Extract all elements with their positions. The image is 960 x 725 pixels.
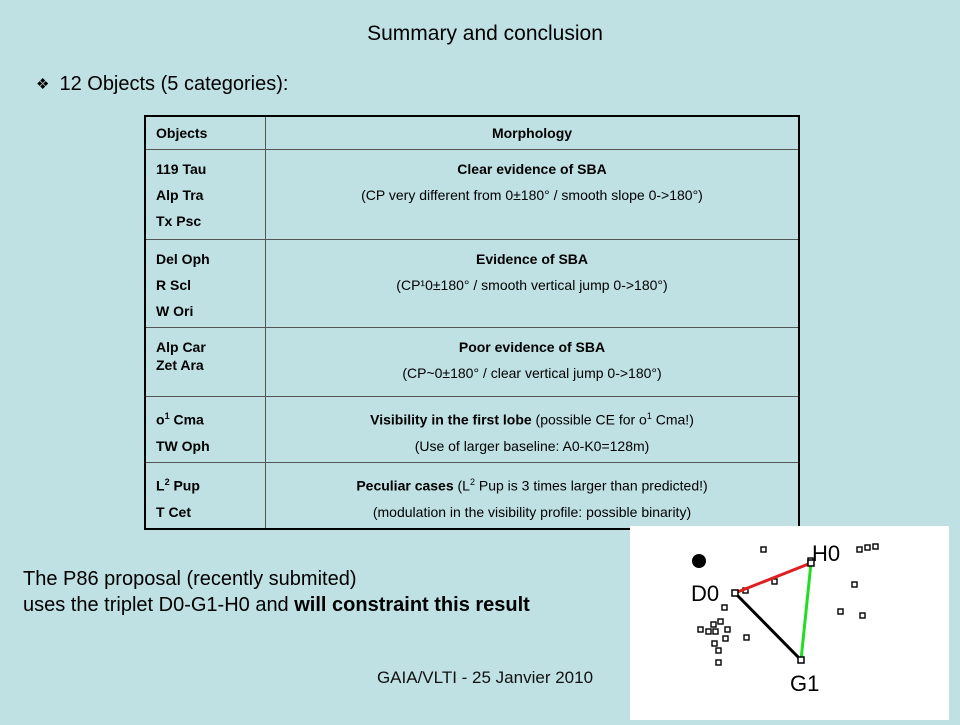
- station-dot: [692, 554, 706, 568]
- station-marker: [838, 609, 843, 614]
- station-marker: [722, 605, 727, 610]
- table-row: [145, 150, 799, 240]
- vlti-station-diagram: [630, 526, 949, 720]
- morphology-detail: (CP~0±180° / clear vertical jump 0->180°): [402, 365, 662, 381]
- morphology-title-line: [267, 403, 797, 433]
- morphology-title: Poor evidence of SBA: [458, 339, 606, 355]
- table-header-row: [145, 116, 799, 150]
- station-marker: [711, 622, 716, 627]
- bullet-text: 12 Objects (5 categories):: [59, 73, 289, 95]
- station-marker: [712, 641, 717, 646]
- station-marker: [698, 627, 703, 632]
- object-name: T Cet: [156, 503, 191, 520]
- station-marker: [852, 582, 857, 587]
- station-marker: [725, 627, 730, 632]
- station-marker: [865, 545, 870, 550]
- morphology-title: Visibility in the first lobe: [370, 411, 532, 428]
- label-d0: D0: [691, 581, 720, 606]
- morphology-note-end: Cma!): [651, 411, 694, 428]
- object-name: Del Oph: [156, 251, 210, 267]
- morphology-note: (L: [453, 477, 470, 494]
- proposal-line-2-plain: uses the triplet D0-G1-H0 and: [23, 594, 295, 616]
- morphology-title: Evidence of SBA: [475, 251, 589, 267]
- label-h0: H0: [812, 541, 841, 566]
- objects-table: [144, 115, 800, 530]
- bullet-objects: [36, 73, 288, 96]
- proposal-line-1: The P86 proposal (recently submited): [23, 568, 357, 590]
- objects-cell: [145, 150, 266, 240]
- objects-cell: [145, 240, 266, 328]
- proposal-line-2: [23, 592, 530, 618]
- morphology-title: Peculiar cases: [356, 477, 454, 494]
- object-superscript: 1: [164, 411, 170, 421]
- label-g1: G1: [790, 671, 820, 696]
- morphology-cell: [266, 463, 800, 530]
- station-marker: [772, 579, 777, 584]
- morphology-note-end: Pup is 3 times larger than predicted!): [474, 477, 708, 494]
- proposal-line-2-bold: will constraint this result: [294, 594, 530, 616]
- object-name: Alp Car: [156, 339, 206, 355]
- objects-cell: [145, 328, 266, 397]
- station-marker: [716, 660, 721, 665]
- object-prefix: o: [156, 411, 165, 428]
- morphology-detail: (CP very different from 0±180° / smooth slope 0->180°): [361, 187, 703, 203]
- object-name: 119 Tau: [156, 161, 207, 177]
- table-row: [145, 397, 799, 463]
- morphology-detail: (CP¹0±180° / smooth vertical jump 0->180°): [396, 277, 668, 293]
- object-name: [156, 469, 265, 499]
- note-superscript: 1: [646, 411, 652, 421]
- station-marker: [857, 547, 862, 552]
- station-marker: [713, 629, 718, 634]
- diamond-bullet-icon: ❖: [36, 76, 50, 93]
- station-marker: [706, 629, 711, 634]
- morphology-title: Clear evidence of SBA: [457, 161, 607, 177]
- station-marker: [873, 544, 878, 549]
- slide-footer: GAIA/VLTI - 25 Janvier 2010: [376, 668, 594, 687]
- station-g1-marker: [798, 657, 804, 663]
- morphology-title-line: [267, 469, 797, 499]
- slide-title: Summary and conclusion: [367, 22, 603, 45]
- morphology-note: (possible CE for o: [531, 411, 647, 428]
- object-suffix: Pup: [173, 477, 200, 494]
- note-superscript: 2: [469, 477, 475, 487]
- header-morphology: Morphology: [266, 116, 800, 150]
- morphology-cell: [266, 240, 800, 328]
- station-marker: [723, 636, 728, 641]
- table-row: [145, 240, 799, 328]
- morphology-detail: (modulation in the visibility profile: possible binarity): [372, 503, 692, 520]
- morphology-detail: (Use of larger baseline: A0-K0=128m): [414, 437, 650, 454]
- object-name: Tx Psc: [156, 213, 202, 229]
- morphology-cell: [266, 150, 800, 240]
- station-marker: [860, 613, 865, 618]
- object-suffix: Cma: [173, 411, 204, 428]
- proposal-text: [23, 566, 530, 618]
- object-name: TW Oph: [156, 437, 210, 454]
- objects-cell: [145, 463, 266, 530]
- morphology-cell: [266, 328, 800, 397]
- object-superscript: 2: [164, 477, 170, 487]
- baseline-d0-g1: [735, 593, 801, 660]
- object-name: W Ori: [156, 303, 194, 319]
- baseline-h0-g1: [801, 563, 811, 660]
- object-name: Zet Ara: [156, 357, 204, 373]
- baseline-d0-h0: [735, 563, 811, 593]
- station-marker: [761, 547, 766, 552]
- object-prefix: L: [156, 477, 165, 494]
- header-objects: Objects: [145, 116, 266, 150]
- table-row: [145, 463, 799, 530]
- objects-cell: [145, 397, 266, 463]
- station-marker: [718, 619, 723, 624]
- object-name: Alp Tra: [156, 187, 204, 203]
- object-name: [156, 403, 265, 433]
- object-name: R Scl: [156, 277, 192, 293]
- morphology-cell: [266, 397, 800, 463]
- station-marker: [716, 648, 721, 653]
- table-row: [145, 328, 799, 397]
- station-marker: [744, 635, 749, 640]
- station-d0-marker: [732, 590, 738, 596]
